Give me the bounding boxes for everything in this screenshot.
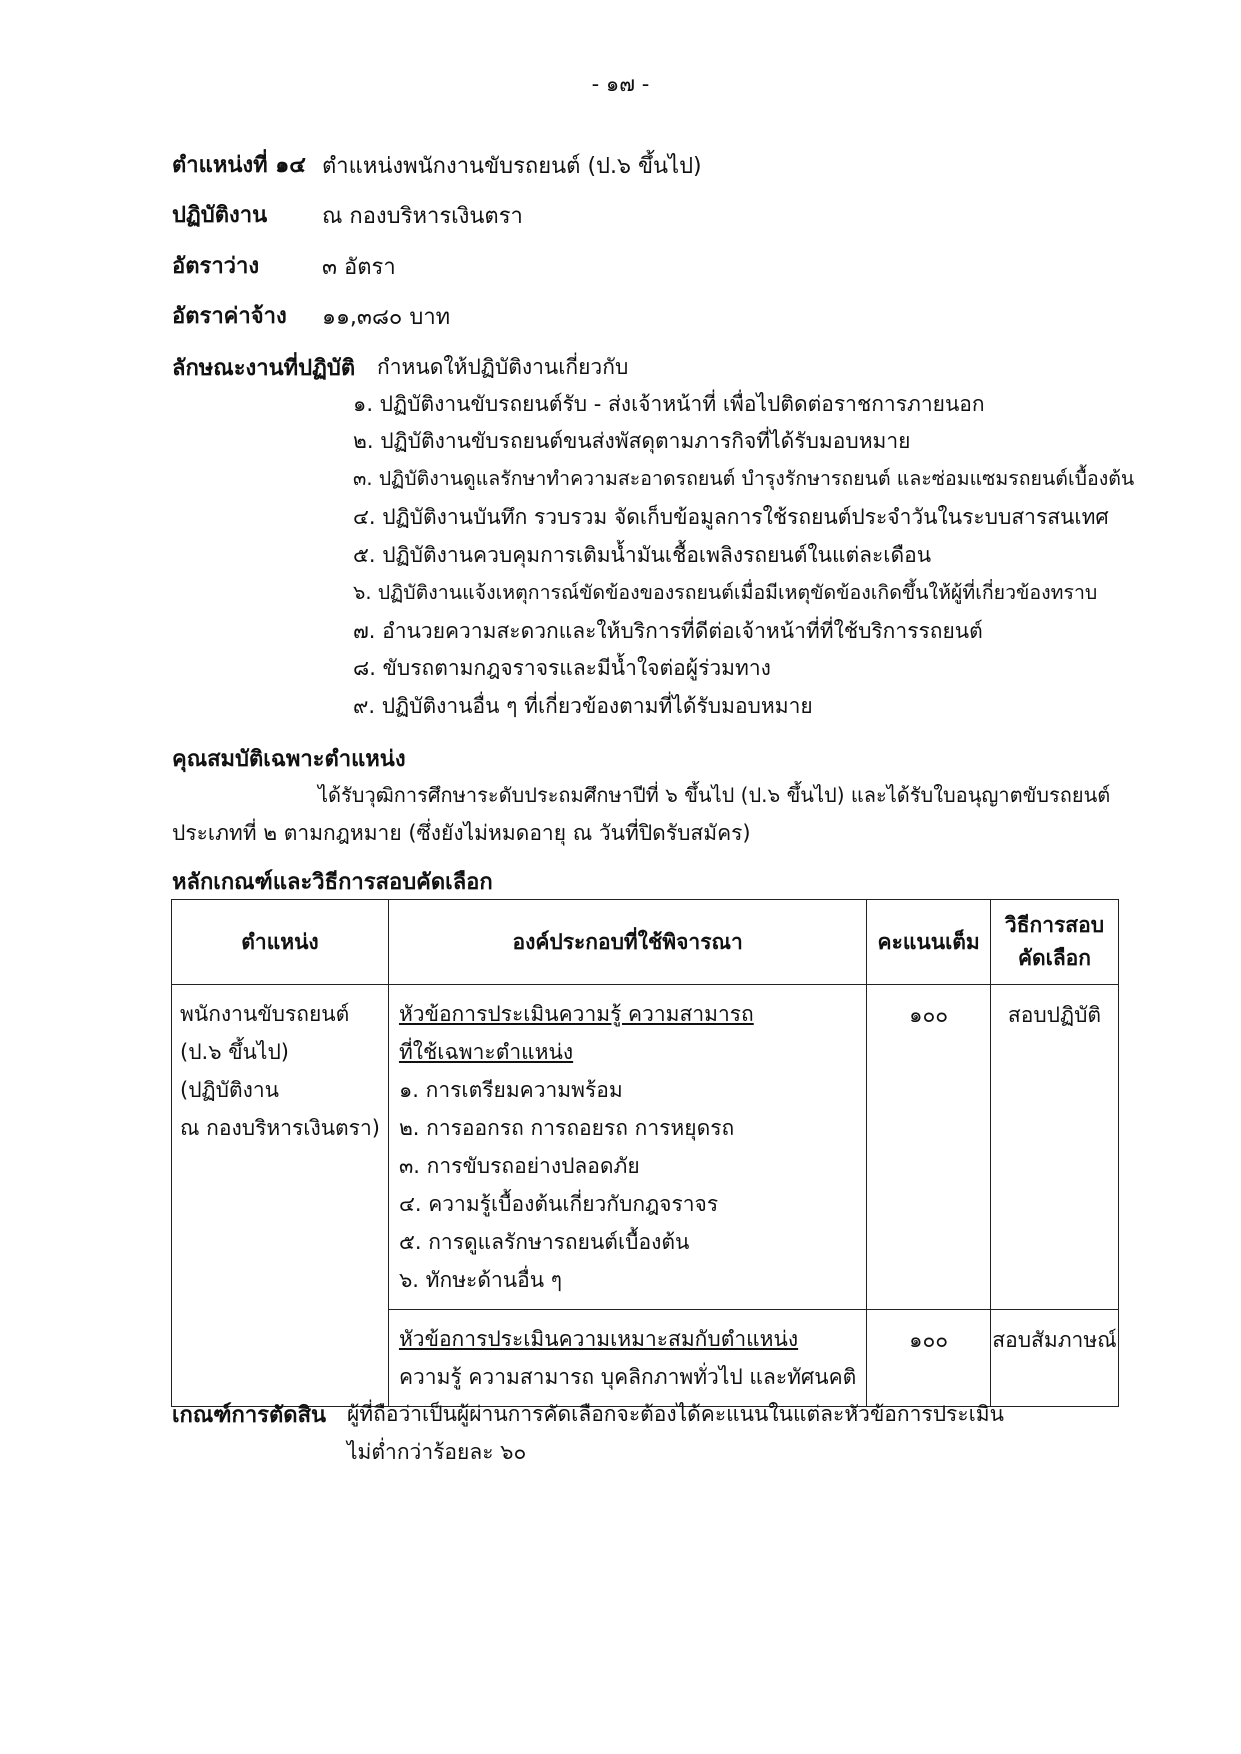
knowledge-item: ๓. การขับรถอย่างปลอดภัย: [398, 1154, 640, 1178]
component-cell-knowledge: [388, 985, 866, 1310]
duty-item: ๕. ปฏิบัติงานควบคุมการเติมน้ำมันเชื้อเพลิงรถยนต์ในแต่ละเดือน: [353, 543, 932, 567]
decision-label: เกณฑ์การตัดสิน: [172, 1403, 327, 1428]
duty-item: ๗. อำนวยความสะดวกและให้บริการที่ดีต่อเจ้าหน้าที่ที่ใช้บริการรถยนต์: [353, 619, 983, 643]
position-label: ตำแหน่งที่ ๑๔: [172, 153, 306, 178]
col-method-header: [990, 900, 1118, 985]
knowledge-title-line1: หัวข้อการประเมินความรู้ ความสามารถ: [398, 1002, 754, 1026]
duty-item: ๘. ขับรถตามกฎจราจรและมีน้ำใจต่อผู้ร่วมทาง: [353, 656, 771, 680]
suitability-detail: ความรู้ ความสามารถ บุคลิกภาพทั่วไป และทัศนคติ: [398, 1365, 857, 1389]
position-line: (ปฏิบัติงาน: [180, 1078, 279, 1102]
position-cell: [172, 985, 389, 1407]
duties-intro: กำหนดให้ปฏิบัติงานเกี่ยวกับ: [377, 355, 629, 379]
qualifications-line2: ประเภทที่ ๒ ตามกฎหมาย (ซึ่งยังไม่หมดอายุ ณ วันที่ปิดรับสมัคร): [172, 821, 751, 845]
decision-line2: ไม่ต่ำกว่าร้อยละ ๖๐: [347, 1440, 527, 1464]
workplace-label: ปฏิบัติงาน: [172, 203, 268, 228]
page-number: - ๑๗ -: [591, 72, 650, 96]
duty-item: ๑. ปฏิบัติงานขับรถยนต์รับ - ส่งเจ้าหน้าที่ เพื่อไปติดต่อราชการภายนอก: [353, 392, 985, 416]
suitability-title: หัวข้อการประเมินความเหมาะสมกับตำแหน่ง: [398, 1327, 799, 1351]
criteria-heading: [172, 864, 493, 900]
knowledge-item: ๑. การเตรียมความพร้อม: [398, 1078, 623, 1102]
wage-value: ๑๑,๓๘๐ บาท: [322, 305, 451, 330]
position-line: ณ กองบริหารเงินตรา): [180, 1116, 380, 1140]
duties-label: ลักษณะงานที่ปฏิบัติ: [172, 356, 356, 381]
col-component-header: องค์ประกอบที่ใช้พิจารณา: [388, 900, 866, 985]
workplace-value: ณ กองบริหารเงินตรา: [322, 204, 523, 229]
knowledge-item: ๒. การออกรถ การถอยรถ การหยุดรถ: [398, 1116, 735, 1140]
criteria-heading-text: หลักเกณฑ์และวิธีการสอบคัดเลือก: [172, 864, 493, 900]
duty-item: ๒. ปฏิบัติงานขับรถยนต์ขนส่งพัสดุตามภารกิจที่ได้รับมอบหมาย: [353, 429, 911, 453]
col-full-score-header: คะแนนเต็ม: [867, 900, 991, 985]
knowledge-item: ๔. ความรู้เบื้องต้นเกี่ยวกับกฎจราจร: [398, 1192, 719, 1216]
duty-item: ๓. ปฏิบัติงานดูแลรักษาทำความสะอาดรถยนต์ บำรุงรักษารถยนต์ และซ่อมแซมรถยนต์เบื้องต้น: [353, 467, 1135, 490]
decision-line1: ผู้ที่ถือว่าเป็นผู้ผ่านการคัดเลือกจะต้องได้คะแนนในแต่ละหัวข้อการประเมิน: [347, 1402, 1004, 1426]
criteria-table: [171, 899, 1119, 1407]
col-position-header: ตำแหน่ง: [172, 900, 389, 985]
duty-item: ๖. ปฏิบัติงานแจ้งเหตุการณ์ขัดข้องของรถยนต์เมื่อมีเหตุขัดข้องเกิดขึ้นให้ผู้ที่เกี่ยวข้องทราบ: [353, 581, 1098, 604]
qualifications-heading: คุณสมบัติเฉพาะตำแหน่ง: [172, 747, 406, 772]
knowledge-item: ๖. ทักษะด้านอื่น ๆ: [398, 1268, 563, 1292]
position-line: พนักงานขับรถยนต์: [180, 1002, 350, 1026]
knowledge-title-line2: ที่ใช้เฉพาะตำแหน่ง: [398, 1040, 574, 1064]
qualifications-line1: ได้รับวุฒิการศึกษาระดับประถมศึกษาปีที่ ๖ ขึ้นไป (ป.๖ ขึ้นไป) และได้รับใบอนุญาตขับรถยนต์: [318, 783, 1111, 807]
col-method-line1: วิธีการสอบ: [1004, 913, 1105, 937]
score-cell-knowledge: ๑๐๐: [867, 985, 991, 1310]
vacancy-value: ๓ อัตรา: [322, 255, 396, 280]
method-cell-suitability: สอบสัมภาษณ์: [990, 1310, 1118, 1407]
component-cell-suitability: [388, 1310, 866, 1407]
score-cell-suitability: ๑๐๐: [867, 1310, 991, 1407]
col-method-line2: คัดเลือก: [1017, 946, 1092, 970]
wage-label: อัตราค่าจ้าง: [172, 304, 287, 329]
vacancy-label: อัตราว่าง: [172, 254, 260, 279]
table-header-row: [172, 900, 1119, 985]
method-cell-knowledge: สอบปฏิบัติ: [990, 985, 1118, 1310]
duty-item: ๙. ปฏิบัติงานอื่น ๆ ที่เกี่ยวข้องตามที่ได้รับมอบหมาย: [353, 694, 813, 718]
duty-item: ๔. ปฏิบัติงานบันทึก รวบรวม จัดเก็บข้อมูลการใช้รถยนต์ประจำวันในระบบสารสนเทศ: [353, 505, 1109, 529]
knowledge-item: ๕. การดูแลรักษารถยนต์เบื้องต้น: [398, 1230, 690, 1254]
position-value: ตำแหน่งพนักงานขับรถยนต์ (ป.๖ ขึ้นไป): [322, 154, 702, 179]
position-line: (ป.๖ ขึ้นไป): [180, 1040, 289, 1064]
table-row: [172, 985, 1119, 1310]
